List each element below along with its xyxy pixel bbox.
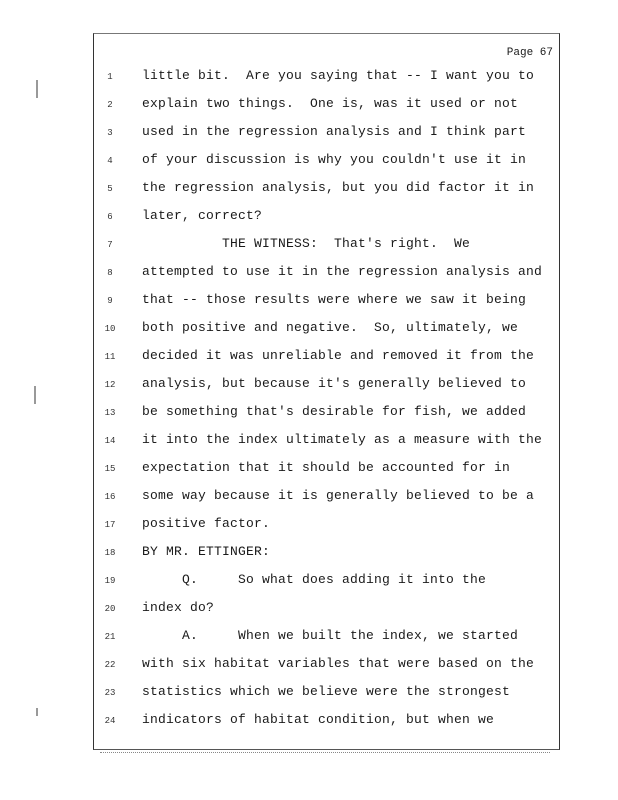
line-text: little bit. Are you saying that -- I want you to <box>142 68 535 83</box>
page-number: Page 67 <box>506 47 553 59</box>
line-text: analysis, but because it's generally believed to <box>142 376 527 391</box>
line-text: BY MR. ETTINGER: <box>142 544 271 559</box>
line-number: 22 <box>104 660 116 670</box>
line-text: indicators of habitat condition, but when we <box>142 712 495 727</box>
line-text: some way because it is generally believed to be a <box>142 488 535 503</box>
line-number: 3 <box>107 128 113 138</box>
transcript-line <box>94 655 559 683</box>
line-number: 17 <box>104 520 116 530</box>
transcript-line <box>94 151 559 179</box>
line-number: 7 <box>107 240 113 250</box>
line-number: 8 <box>107 268 113 278</box>
transcript-lines <box>94 67 559 739</box>
scan-mark-top <box>36 80 38 98</box>
scan-mark-middle <box>34 386 36 404</box>
line-number: 16 <box>104 492 116 502</box>
transcript-line <box>94 599 559 627</box>
transcript-line <box>94 263 559 291</box>
transcript-line <box>94 123 559 151</box>
transcript-line <box>94 95 559 123</box>
line-number: 9 <box>107 296 113 306</box>
line-text: be something that's desirable for fish, we added <box>142 404 527 419</box>
transcript-line <box>94 515 559 543</box>
line-number: 11 <box>104 352 116 362</box>
transcript-line <box>94 627 559 655</box>
transcript-line <box>94 711 559 739</box>
line-text: index do? <box>142 600 215 615</box>
transcript-line <box>94 403 559 431</box>
line-number: 15 <box>104 464 116 474</box>
line-text: A. When we built the index, we started <box>142 628 519 643</box>
line-text: attempted to use it in the regression analysis and <box>142 264 543 279</box>
transcript-line <box>94 179 559 207</box>
line-text: the regression analysis, but you did factor it in <box>142 180 535 195</box>
transcript-line <box>94 683 559 711</box>
line-text: positive factor. <box>142 516 271 531</box>
line-number: 19 <box>104 576 116 586</box>
transcript-line <box>94 347 559 375</box>
transcript-line <box>94 487 559 515</box>
line-text: explain two things. One is, was it used or not <box>142 96 519 111</box>
transcript-page <box>93 33 560 750</box>
line-number: 2 <box>107 100 113 110</box>
line-number: 18 <box>104 548 116 558</box>
line-number: 20 <box>104 604 116 614</box>
line-number: 1 <box>107 72 113 82</box>
line-number: 6 <box>107 212 113 222</box>
line-number: 21 <box>104 632 116 642</box>
transcript-line <box>94 235 559 263</box>
line-text: statistics which we believe were the strongest <box>142 684 511 699</box>
line-number: 24 <box>104 716 116 726</box>
line-number: 23 <box>104 688 116 698</box>
transcript-line <box>94 375 559 403</box>
line-text: decided it was unreliable and removed it from the <box>142 348 535 363</box>
line-number: 5 <box>107 184 113 194</box>
transcript-line <box>94 207 559 235</box>
line-text: expectation that it should be accounted for in <box>142 460 511 475</box>
transcript-line <box>94 543 559 571</box>
line-number: 10 <box>104 324 116 334</box>
transcript-line <box>94 67 559 95</box>
line-number: 12 <box>104 380 116 390</box>
line-text: used in the regression analysis and I think part <box>142 124 527 139</box>
scan-mark-bottom <box>36 708 38 716</box>
transcript-line <box>94 431 559 459</box>
line-text: THE WITNESS: That's right. We <box>142 236 471 251</box>
line-text: it into the index ultimately as a measure with the <box>142 432 543 447</box>
line-number: 13 <box>104 408 116 418</box>
line-text: of your discussion is why you couldn't use it in <box>142 152 527 167</box>
line-number: 14 <box>104 436 116 446</box>
line-text: both positive and negative. So, ultimately, we <box>142 320 519 335</box>
bottom-rule <box>100 752 550 754</box>
transcript-line <box>94 319 559 347</box>
line-text: that -- those results were where we saw it being <box>142 292 527 307</box>
transcript-line <box>94 291 559 319</box>
line-text: with six habitat variables that were based on the <box>142 656 535 671</box>
line-text: later, correct? <box>142 208 263 223</box>
transcript-line <box>94 459 559 487</box>
line-number: 4 <box>107 156 113 166</box>
transcript-line <box>94 571 559 599</box>
line-text: Q. So what does adding it into the <box>142 572 487 587</box>
